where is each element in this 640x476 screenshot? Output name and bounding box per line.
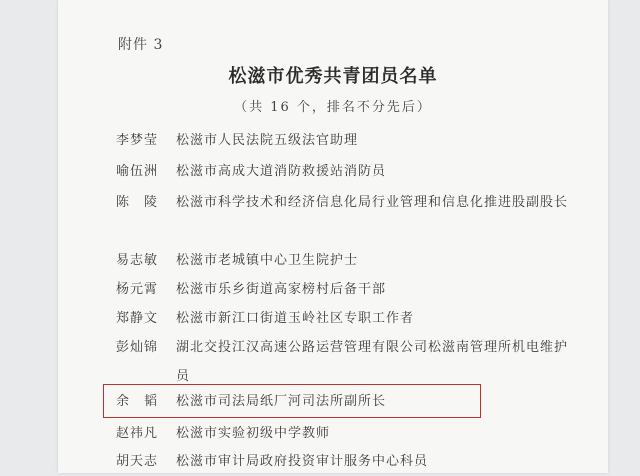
member-name: 陈 陵 [116, 195, 159, 210]
member-role: 松滋市科学技术和经济信息化局行业管理和信息化推进股副股长 [176, 195, 569, 210]
member-role: 松滋市人民法院五级法官助理 [176, 133, 359, 148]
member-role: 湖北交投江汉高速公路运营管理有限公司松滋南管理所机电维护员 [176, 340, 569, 384]
member-name: 杨元霄 [116, 282, 159, 297]
attachment-label: 附件 3 [118, 37, 164, 53]
member-name: 喻伍洲 [116, 164, 159, 179]
document-subtitle: （共 16 个，排名不分先后） [234, 100, 432, 115]
member-role: 松滋市审计局政府投资审计服务中心科员 [176, 454, 429, 469]
member-name: 彭灿锦 [116, 340, 159, 355]
member-name: 赵祎凡 [116, 426, 159, 441]
member-role: 松滋市实验初级中学教师 [176, 426, 331, 441]
member-name: 郑静文 [116, 311, 159, 326]
document-title: 松滋市优秀共青团员名单 [228, 66, 438, 87]
member-role: 松滋市高成大道消防救援站消防员 [176, 164, 387, 179]
member-name: 易志敏 [116, 253, 159, 268]
highlight-box [103, 384, 481, 418]
member-role: 松滋市老城镇中心卫生院护士 [176, 253, 359, 268]
member-name: 李梦莹 [116, 133, 159, 148]
member-name: 余 韬 [116, 394, 159, 409]
member-role: 松滋市司法局纸厂河司法所副所长 [176, 394, 387, 409]
document-page [58, 0, 608, 473]
member-role: 松滋市乐乡街道高家榜村后备干部 [176, 282, 387, 297]
member-name: 胡天志 [116, 454, 159, 469]
member-role: 松滋市新江口街道玉岭社区专职工作者 [176, 311, 415, 326]
